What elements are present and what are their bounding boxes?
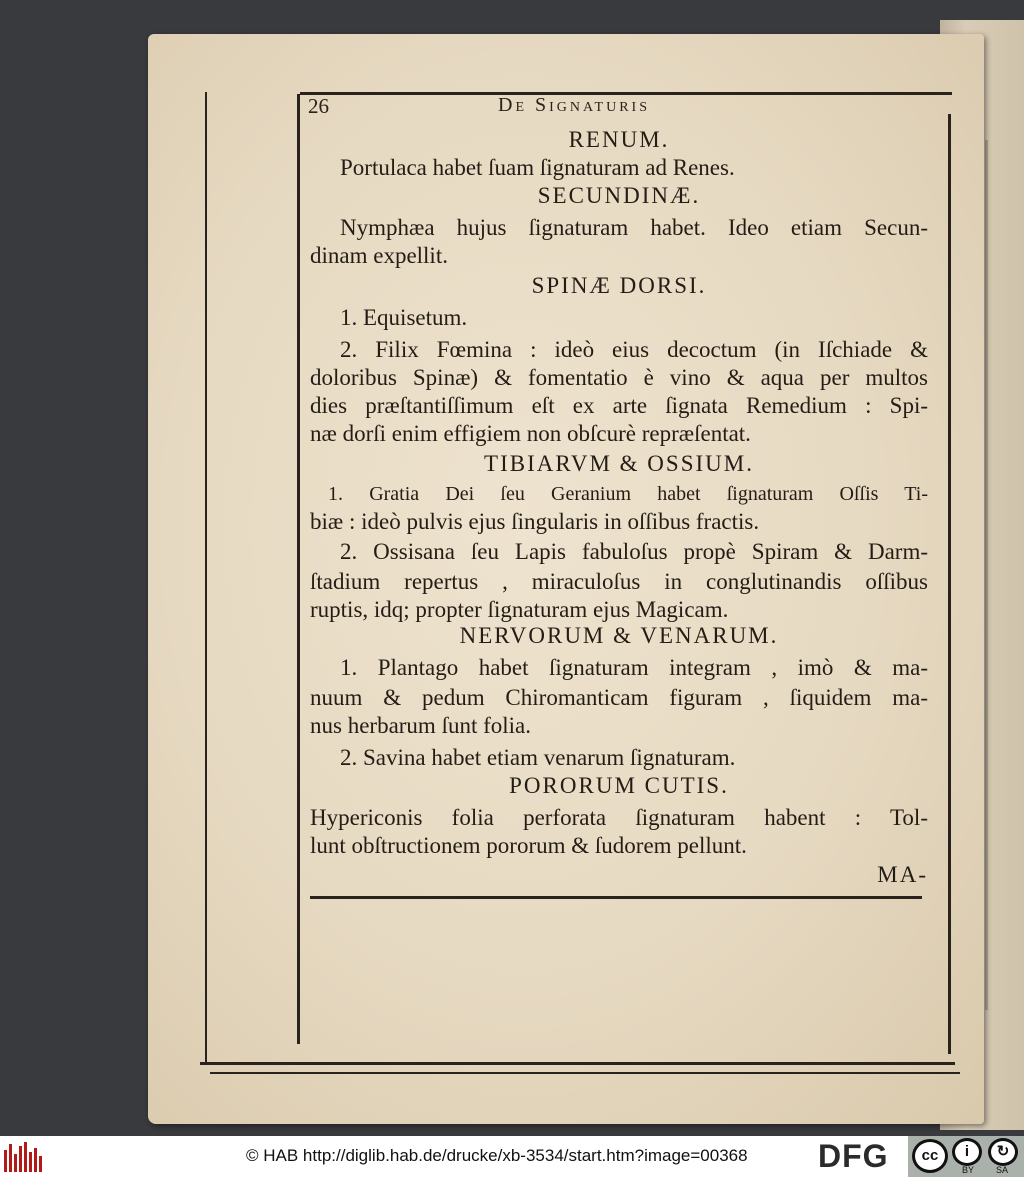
frame-bottom-rule bbox=[200, 1062, 955, 1065]
hab-logo-icon bbox=[4, 1142, 46, 1172]
frame-bottom-rule-2 bbox=[210, 1072, 960, 1074]
attribution-bar bbox=[0, 1136, 1024, 1177]
heading-secundinae: SECUNDINÆ. bbox=[537, 183, 701, 208]
dfg-logo: DFG bbox=[818, 1138, 889, 1174]
text-line: Nymphæa hujus ſignaturam habet. Ideo etiam Secun- bbox=[340, 215, 928, 240]
text-line: Hypericonis folia perforata ſignaturam habent : Tol- bbox=[310, 805, 928, 830]
text-line: 1. Equisetum. bbox=[340, 305, 468, 330]
text-line: nus herbarum ſunt folia. bbox=[310, 713, 532, 738]
text-line: 2. Ossisana ſeu Lapis fabuloſus propè Spiram & Darm- bbox=[340, 539, 928, 564]
text-line: lunt obſtructionem pororum & ſudorem pellunt. bbox=[310, 833, 747, 858]
frame-left-rule bbox=[297, 94, 300, 1044]
text-line: doloribus Spinæ) & fomentatio è vino & aqua per multos bbox=[310, 365, 928, 390]
text-line: næ dorſi enim effigiem non obſcurè repræſentat. bbox=[310, 421, 751, 446]
text-line: dies præſtantiſſimum eſt ex arte ſignata Remedium : Spi- bbox=[310, 393, 928, 418]
heading-tibiarum: TIBIARVM & OSSIUM. bbox=[484, 451, 754, 476]
heading-nervorum: NERVORUM & VENARUM. bbox=[459, 623, 779, 648]
sa-label: SA bbox=[996, 1165, 1009, 1175]
running-head: De Signaturis bbox=[498, 94, 651, 116]
text-line: 2. Savina habet etiam venarum ſignaturam. bbox=[340, 745, 736, 770]
page-header bbox=[308, 94, 928, 118]
heading-pororum-cutis: PORORUM CUTIS. bbox=[509, 773, 729, 798]
text-bottom-rule bbox=[310, 896, 922, 899]
text-line: biæ : ideò pulvis ejus ſingularis in oſſibus fractis. bbox=[310, 509, 760, 534]
page-number: 26 bbox=[308, 94, 329, 118]
catchword: MA- bbox=[877, 862, 928, 887]
heading-renum: RENUM. bbox=[568, 127, 670, 152]
share-alike-icon: ↻ bbox=[988, 1138, 1018, 1166]
text-line: Portulaca habet ſuam ſignaturam ad Renes. bbox=[340, 155, 735, 180]
text-line: dinam expellit. bbox=[310, 243, 448, 268]
cc-icon: cc bbox=[912, 1139, 948, 1173]
heading-spinae-dorsi: SPINÆ DORSI. bbox=[531, 273, 707, 298]
by-label: BY bbox=[962, 1165, 975, 1175]
copyright-link[interactable]: © HAB http://diglib.hab.de/drucke/xb-3534/start.htm?image=00368 bbox=[246, 1146, 748, 1165]
by-icon: i bbox=[952, 1138, 982, 1166]
text-line: 1. Plantago habet ſignaturam integram , imò & ma- bbox=[340, 655, 928, 680]
text-line: 1. Gratia Dei ſeu Geranium habet ſignaturam Oſſis Ti- bbox=[328, 483, 928, 505]
text-line: nuum & pedum Chiromanticam figuram , ſiquidem ma- bbox=[310, 685, 928, 710]
text-line: ſtadium repertus , miraculoſus in conglutinandis oſſibus bbox=[310, 569, 928, 594]
outer-left-rule bbox=[205, 92, 207, 1062]
text-line: 2. Filix Fœmina : ideò eius decoctum (in Iſchiade & bbox=[340, 337, 928, 362]
text-line: ruptis, idq; propter ſignaturam ejus Magicam. bbox=[310, 597, 729, 622]
cc-license-badge[interactable] bbox=[908, 1136, 1024, 1177]
frame-right-rule bbox=[948, 114, 951, 1054]
